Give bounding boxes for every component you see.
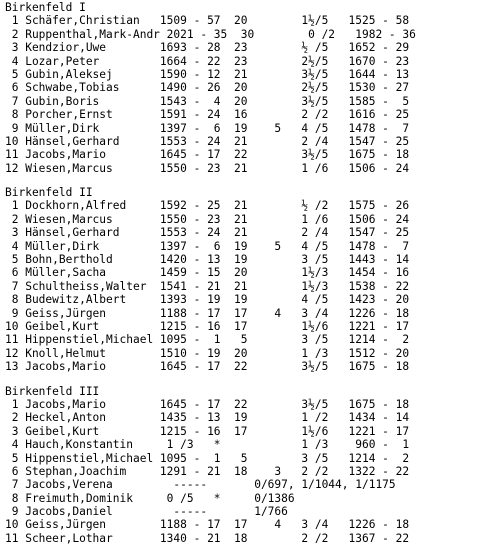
player-row: 11 Scheer,Lothar 1340 - 21 18 2 /2 1367 - 22 bbox=[5, 531, 410, 545]
team-title: Birkenfeld III bbox=[5, 384, 100, 398]
player-row: 4 Müller,Dirk 1397 - 6 19 5 4 /5 1478 - 7 bbox=[5, 239, 410, 253]
player-row: 8 Budewitz,Albert 1393 - 19 19 4 /5 1423 - 20 bbox=[5, 293, 410, 307]
player-row: 10 Geibel,Kurt 1215 - 16 17 1½/6 1221 - 17 bbox=[5, 319, 410, 333]
player-row: 4 Lozar,Peter 1664 - 22 23 2½/5 1670 - 23 bbox=[5, 54, 410, 68]
player-row: 5 Gubin,Aleksej 1590 - 12 21 3½/5 1644 - 13 bbox=[5, 67, 410, 81]
player-row: 2 Ruppenthal,Mark-Andr 2021 - 35 30 0 /2 1982 - 36 bbox=[5, 27, 416, 41]
player-row: 3 Kendzior,Uwe 1693 - 28 23 ½ /5 1652 - 29 bbox=[5, 41, 410, 55]
team-title: Birkenfeld I bbox=[5, 1, 86, 14]
player-row: 8 Porcher,Ernst 1591 - 24 16 2 /2 1616 - 25 bbox=[5, 108, 410, 122]
player-row: 1 Dockhorn,Alfred 1592 - 25 21 ½ /2 1575 - 26 bbox=[5, 199, 410, 213]
player-row: 7 Jacobs,Verena ----- 0/697, 1/1044, 1/1175 bbox=[5, 478, 396, 492]
player-row: 7 Schultheiss,Walter 1541 - 21 21 1½/3 1538 - 22 bbox=[5, 279, 410, 293]
player-row: 9 Müller,Dirk 1397 - 6 19 5 4 /5 1478 - 7 bbox=[5, 121, 410, 135]
player-row: 12 Knoll,Helmut 1510 - 19 20 1 /3 1512 - 20 bbox=[5, 346, 410, 360]
player-row: 6 Müller,Sacha 1459 - 15 20 1½/3 1454 - 16 bbox=[5, 266, 410, 280]
player-row: 6 Stephan,Joachim 1291 - 21 18 3 2 /2 1322 - 22 bbox=[5, 464, 410, 478]
player-row: 13 Jacobs,Mario 1645 - 17 22 3½/5 1675 - 18 bbox=[5, 360, 410, 374]
team-title: Birkenfeld II bbox=[5, 186, 93, 200]
player-row: 3 Geibel,Kurt 1215 - 16 17 1½/6 1221 - 17 bbox=[5, 424, 410, 438]
team-section bbox=[5, 186, 503, 373]
player-row: 12 Wiesen,Marcus 1550 - 23 21 1 /6 1506 - 24 bbox=[5, 161, 410, 175]
player-row: 2 Wiesen,Marcus 1550 - 23 21 1 /6 1506 - 24 bbox=[5, 212, 410, 226]
player-row: 7 Gubin,Boris 1543 - 4 20 3½/5 1585 - 5 bbox=[5, 94, 410, 108]
team-section bbox=[5, 385, 503, 545]
player-row: 1 Jacobs,Mario 1645 - 17 22 3½/5 1675 - 18 bbox=[5, 397, 410, 411]
player-row: 9 Geiss,Jürgen 1188 - 17 17 4 3 /4 1226 - 18 bbox=[5, 306, 410, 320]
player-row: 6 Schwabe,Tobias 1490 - 26 20 2½/5 1530 - 27 bbox=[5, 81, 410, 95]
player-row: 9 Jacobs,Daniel ----- 1/766 bbox=[5, 505, 288, 519]
player-row: 2 Heckel,Anton 1435 - 13 19 1 /2 1434 - 14 bbox=[5, 411, 410, 425]
player-row: 10 Hänsel,Gerhard 1553 - 24 21 2 /4 1547 - 25 bbox=[5, 134, 410, 148]
player-row: 8 Freimuth,Dominik 0 /5 * 0/1386 bbox=[5, 491, 295, 505]
player-row: 1 Schäfer,Christian 1509 - 57 20 1½/5 1525 - 58 bbox=[5, 14, 410, 28]
player-row: 4 Hauch,Konstantin 1 /3 * 1 /3 960 - 1 bbox=[5, 438, 410, 452]
player-row: 10 Geiss,Jürgen 1188 - 17 17 4 3 /4 1226 - 18 bbox=[5, 518, 410, 532]
player-row: 5 Hippenstiel,Michael 1095 - 1 5 3 /5 1214 - 2 bbox=[5, 451, 410, 465]
player-row: 11 Jacobs,Mario 1645 - 17 22 3½/5 1675 - 18 bbox=[5, 148, 410, 162]
player-row: 3 Hänsel,Gerhard 1553 - 24 21 2 /4 1547 - 25 bbox=[5, 226, 410, 240]
player-row: 11 Hippenstiel,Michael 1095 - 1 5 3 /5 1214 - 2 bbox=[5, 333, 410, 347]
player-row: 5 Bohn,Berthold 1420 - 13 19 3 /5 1443 - 14 bbox=[5, 253, 410, 267]
team-section bbox=[5, 1, 503, 175]
